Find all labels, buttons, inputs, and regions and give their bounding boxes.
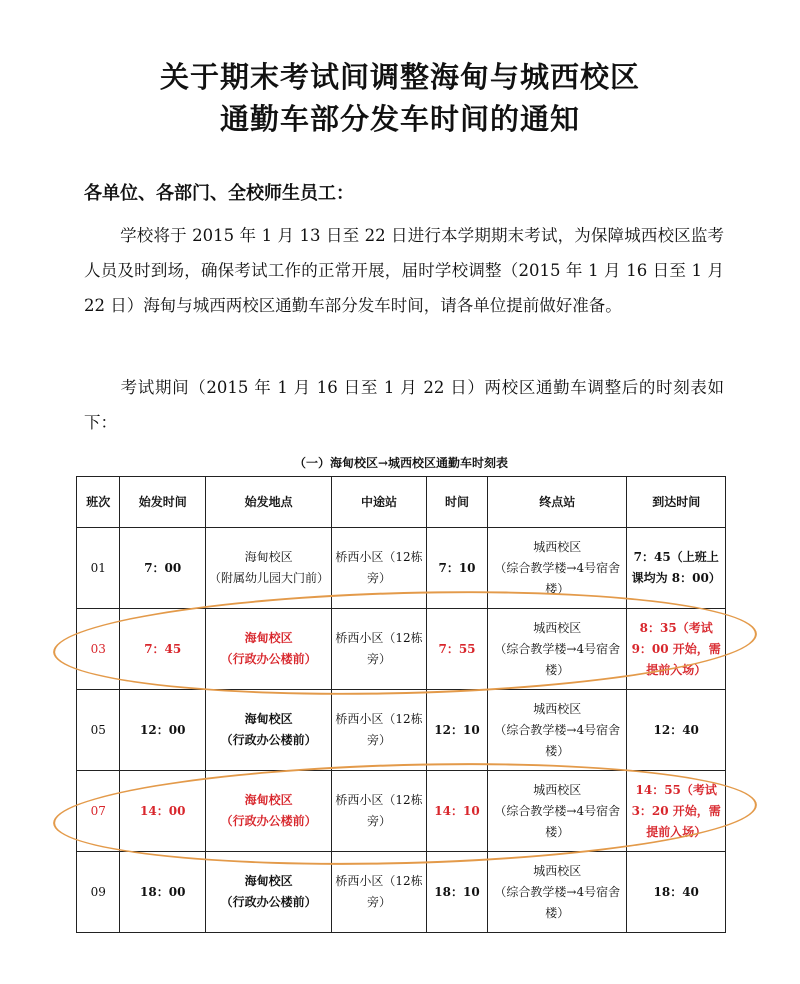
paragraph-1-text: 学校将于 2015 年 1 月 13 日至 22 日进行本学期期末考试，为保障城西校区监考人员及时到场，确保考试工作的正常开展，届时学校调整（2015 年 1 月 16 日至 1 月 22 日）海甸与城西两校区通勤车部分发车时间，请各单位提前做好准备。 xyxy=(84,226,724,315)
notice-title-line2: 通勤车部分发车时间的通知 xyxy=(219,102,580,136)
cell-end xyxy=(488,852,627,933)
cell-time: 7：55 xyxy=(426,609,487,690)
cell-end-name: 城西校区 xyxy=(533,863,582,878)
cell-depart: 7：00 xyxy=(120,528,205,609)
cell-end xyxy=(488,771,627,852)
cell-end xyxy=(488,609,627,690)
cell-no: 07 xyxy=(77,771,120,852)
cell-end-detail: （综合教学楼→4号宿舍楼） xyxy=(494,884,621,920)
cell-place-name: 海甸校区 xyxy=(244,631,293,645)
header-arrive: 到达时间 xyxy=(627,477,726,528)
table-title: （一）海甸校区→城西校区通勤车时刻表 xyxy=(293,456,509,470)
cell-end xyxy=(488,690,627,771)
cell-end-name: 城西校区 xyxy=(533,539,582,554)
header-place: 始发地点 xyxy=(205,477,331,528)
cell-arrive: 14：55（考试3：20 开始，需提前入场） xyxy=(627,771,726,852)
cell-place-name: 海甸校区 xyxy=(244,874,293,888)
cell-time: 18：10 xyxy=(426,852,487,933)
cell-arrive: 8：35（考试9：00 开始，需提前入场） xyxy=(627,609,726,690)
cell-depart: 12：00 xyxy=(120,690,205,771)
cell-depart: 18：00 xyxy=(120,852,205,933)
cell-place-detail: （行政办公楼前） xyxy=(220,652,317,666)
cell-no: 09 xyxy=(77,852,120,933)
cell-place xyxy=(205,528,331,609)
paragraph-2-text: 考试期间（2015 年 1 月 16 日至 1 月 22 日）两校区通勤车调整后的时刻表如下： xyxy=(84,378,724,432)
header-end: 终点站 xyxy=(488,477,627,528)
cell-place-name: 海甸校区 xyxy=(244,712,293,726)
cell-place-detail: （行政办公楼前） xyxy=(220,733,317,747)
cell-no: 01 xyxy=(77,528,120,609)
cell-mid: 桥西小区（12栋旁） xyxy=(332,690,427,771)
header-time: 时间 xyxy=(426,477,487,528)
cell-end-name: 城西校区 xyxy=(533,620,582,635)
cell-time: 7：10 xyxy=(426,528,487,609)
header-depart: 始发时间 xyxy=(120,477,205,528)
table-header-row xyxy=(77,477,726,528)
notice-title-line1: 关于期末考试间调整海甸与城西校区 xyxy=(159,60,640,94)
cell-mid: 桥西小区（12栋旁） xyxy=(332,771,427,852)
cell-place-detail: （附属幼儿园大门前） xyxy=(208,571,329,585)
cell-place xyxy=(205,852,331,933)
cell-end-detail: （综合教学楼→4号宿舍楼） xyxy=(494,803,621,839)
table-row xyxy=(77,771,726,852)
header-no: 班次 xyxy=(77,477,120,528)
cell-time: 12：10 xyxy=(426,690,487,771)
cell-arrive: 18：40 xyxy=(627,852,726,933)
paragraph-2 xyxy=(84,370,724,440)
paragraph-1 xyxy=(84,218,724,323)
cell-place-detail: （行政办公楼前） xyxy=(220,814,317,828)
cell-end-detail: （综合教学楼→4号宿舍楼） xyxy=(494,560,621,596)
table-row xyxy=(77,528,726,609)
table-row xyxy=(77,690,726,771)
cell-place-name: 海甸校区 xyxy=(244,550,293,564)
cell-end-detail: （综合教学楼→4号宿舍楼） xyxy=(494,641,621,677)
cell-place xyxy=(205,690,331,771)
cell-mid: 桥西小区（12栋旁） xyxy=(332,609,427,690)
cell-arrive: 7：45（上班上课均为 8：00） xyxy=(627,528,726,609)
cell-place xyxy=(205,771,331,852)
cell-place xyxy=(205,609,331,690)
cell-place-name: 海甸校区 xyxy=(244,793,293,807)
cell-mid: 桥西小区（12栋旁） xyxy=(332,528,427,609)
table-row xyxy=(77,609,726,690)
cell-no: 03 xyxy=(77,609,120,690)
cell-place-detail: （行政办公楼前） xyxy=(220,895,317,909)
cell-end-detail: （综合教学楼→4号宿舍楼） xyxy=(494,722,621,758)
table-row xyxy=(77,852,726,933)
cell-end-name: 城西校区 xyxy=(533,701,582,716)
cell-end xyxy=(488,528,627,609)
cell-time: 14：10 xyxy=(426,771,487,852)
cell-mid: 桥西小区（12栋旁） xyxy=(332,852,427,933)
header-mid: 中途站 xyxy=(332,477,427,528)
salutation: 各单位、各部门、全校师生员工： xyxy=(84,183,354,204)
schedule-table xyxy=(76,476,726,933)
cell-no: 05 xyxy=(77,690,120,771)
cell-depart: 7：45 xyxy=(120,609,205,690)
cell-depart: 14：00 xyxy=(120,771,205,852)
cell-end-name: 城西校区 xyxy=(533,782,582,797)
cell-arrive: 12：40 xyxy=(627,690,726,771)
